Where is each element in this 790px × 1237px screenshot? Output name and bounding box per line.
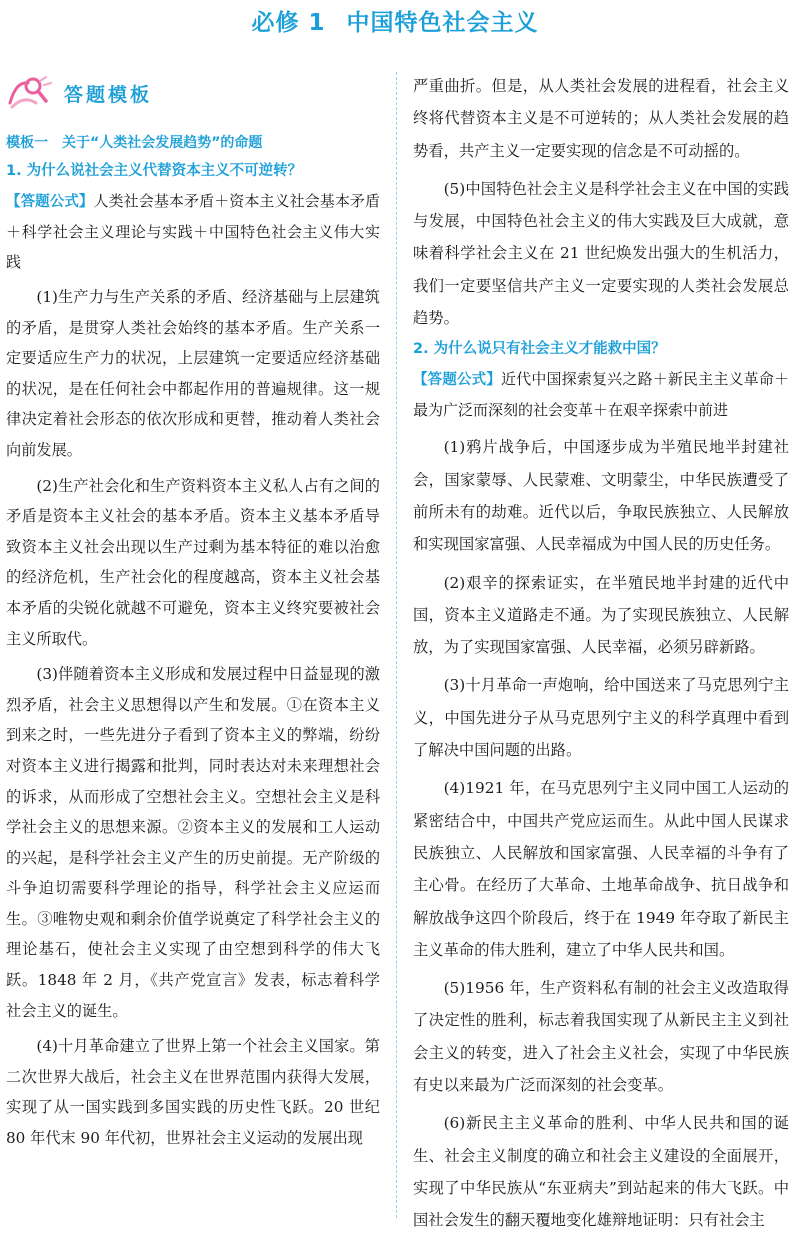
course-title: 中国特色社会主义: [346, 10, 539, 36]
answer-paragraph: (3)伴随着资本主义形成和发展过程中日益显现的激烈矛盾，社会主义思想得以产生和发展。①在资本主义到来之时，一些先进分子看到了资本主义的弊端，纷纷对资本主义进行揭露和批判，同时表达对未来理想社会的诉求，从而形成了空想社会主义。空想社会主义是科学社会主义的思想来源。②资本主义的发展和工人运动的兴起，是科学社会主义产生的历史前提。无产阶级的斗争迫切需要科学理论的指导，科学社会主义应运而生。③唯物史观和剩余价值学说奠定了科学社会主义的理论基石，使社会主义实现了由空想到科学的伟大飞跃。1848 年 2 月，《共产党宣言》发表，标志着科学社会主义的诞生。: [6, 665, 380, 1020]
answer-paragraph: (6)新民主主义革命的胜利、中华人民共和国的诞生、社会主义制度的确立和社会主义建设的全面展开，实现了中华民族从“东亚病夫”到站起来的伟大飞跃。中国社会发生的翻天覆地变化雄辩地证明：只有社会主: [413, 1114, 789, 1230]
answer-paragraph: (3)十月革命一声炮响，给中国送来了马克思列宁主义，中国先进分子从马克思列宁主义的科学真理中看到了解决中国问题的出路。: [413, 676, 789, 760]
question-1-title: 1. 为什么说社会主义代替资本主义不可逆转？: [6, 163, 303, 179]
question-2-formula: [413, 364, 789, 425]
answer-paragraph: (4)1921 年，在马克思列宁主义同中国工人运动的紧密结合中，中国共产党应运而生。从此中国人民谋求民族独立、人民解放和国家富强、人民幸福的斗争有了主心骨。在经历了大革命、土地革命战争、抗日战争和解放战争这四个阶段后，终于在 1949 年夺取了新民主主义革命的伟大胜利，建立了中华人民共和国。: [413, 779, 789, 959]
formula-tag: 【答题公式】: [413, 372, 501, 389]
template-title: 模板一 关于“人类社会发展趋势”的命题: [6, 135, 263, 151]
section-label: 答题模板: [64, 83, 153, 106]
answer-paragraph: (1)鸦片战争后，中国逐步成为半殖民地半封建社会，国家蒙辱、人民蒙难、文明蒙尘，中华民族遭受了前所未有的劫难。近代以后，争取民族独立、人民解放和实现国家富强、人民幸福成为中国人民的历史任务。: [413, 438, 789, 554]
answer-paragraph: (2)生产社会化和生产资料资本主义私人占有之间的矛盾是资本主义社会的基本矛盾。资本主义基本矛盾导致资本主义社会出现以生产过剩为基本特征的难以治愈的经济危机，生产社会化的程度越高，资本主义社会基本矛盾的尖锐化就越不可避免，资本主义终究要被社会主义所取代。: [6, 476, 380, 648]
magnifier-person-icon: [6, 73, 62, 113]
formula-text: 近代中国探索复兴之路＋新民主主义革命＋最为广泛而深刻的社会变革＋在艰辛探索中前进: [413, 370, 789, 420]
left-column: [6, 64, 380, 1154]
column-divider: [396, 72, 397, 1218]
answer-paragraph: (1)生产力与生产关系的矛盾、经济基础与上层建筑的矛盾，是贯穿人类社会始终的基本矛盾。生产关系一定要适应生产力的状况，上层建筑一定要适应经济基础的状况，是在任何社会中都起作用的普遍规律。这一规律决定着社会形态的依次形成和更替，推动着人类社会向前发展。: [6, 288, 380, 459]
answer-paragraph: (5)1956 年，生产资料私有制的社会主义改造取得了决定性的胜利，标志着我国实现了从新民主主义到社会主义的转变，进入了社会主义社会，实现了中华民族有史以来最为广泛而深刻的社会变革。: [413, 979, 789, 1095]
question-1-formula: [6, 186, 380, 277]
course-label: 必修 1: [251, 10, 326, 36]
right-column: [413, 70, 789, 1237]
answer-paragraph: (2)艰辛的探索证实，在半殖民地半封建的近代中国，资本主义道路走不通。为了实现民族独立、人民解放，为了实现国家富强、人民幸福，必须另辟新路。: [413, 573, 789, 657]
page-title: [0, 4, 790, 37]
answer-paragraph: (4)十月革命建立了世界上第一个社会主义国家。第二次世界大战后，社会主义在世界范围内获得大发展，实现了从一国实践到多国实践的历史性飞跃。20 世纪 80 年代末 90 年代初，世界社会主义运动的发展出现: [6, 1037, 380, 1148]
answer-paragraph: 严重曲折。但是，从人类社会发展的进程看，社会主义终将代替资本主义是不可逆转的；从人类社会发展的趋势看，共产主义一定要实现的信念是不可动摇的。: [413, 77, 789, 160]
question-2-title: 2. 为什么说只有社会主义才能救中国？: [413, 341, 666, 358]
formula-text: 人类社会基本矛盾＋资本主义社会基本矛盾＋科学社会主义理论与实践＋中国特色社会主义伟大实践: [6, 192, 380, 271]
answer-paragraph: (5)中国特色社会主义是科学社会主义在中国的实践与发展，中国特色社会主义的伟大实践及巨大成就，意味着科学社会主义在 21 世纪焕发出强大的生机活力，我们一定要坚信共产主义一定要实现的人类社会发展总趋势。: [413, 179, 789, 328]
section-header: [6, 64, 380, 122]
formula-tag: 【答题公式】: [6, 194, 94, 210]
